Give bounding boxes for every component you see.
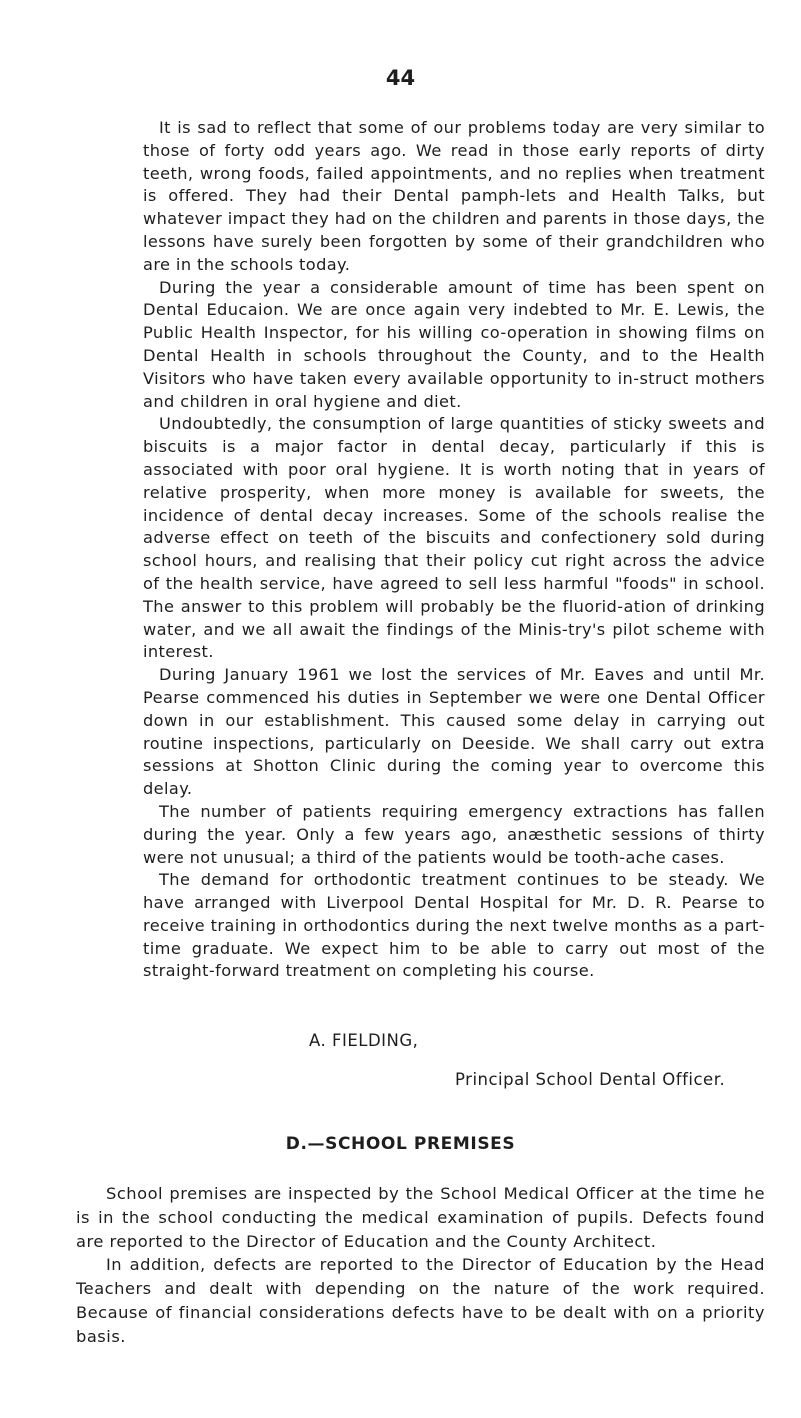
paragraph: During the year a considerable amount of time has been spent on Dental Educaion. We are once again very indebted to Mr. E. Lewis, the Public Health Inspector, for his willing co-operation in showing films on Dental Health in schools throughout the County, and to the Health Visitors who have taken every available opportunity to in-struct mothers and children in oral hygiene and diet.: [143, 277, 765, 411]
signature-name: A. FIELDING,: [309, 1031, 419, 1050]
signature-title: Principal School Dental Officer.: [455, 1070, 726, 1089]
paragraph: The number of patients requiring emergency extractions has fallen during the year. Only a few years ago, anæsthetic sessions of thirty were not unusual; a third of the patients would be tooth-ache cases.: [143, 801, 765, 867]
paragraph: During January 1961 we lost the services of Mr. Eaves and until Mr. Pearse commenced his duties in September we were one Dental Officer down in our establishment. This caused some delay in carrying out routine inspections, particularly on Deeside. We shall carry out extra sessions at Shotton Clinic during the coming year to overcome this delay.: [143, 665, 765, 799]
paragraph: School premises are inspected by the School Medical Officer at the time he is in the school conducting the medical examination of pupils. Defects found are reported to the Director of Education and the County Architect.: [76, 1184, 765, 1251]
paragraph: It is sad to reflect that some of our problems today are very similar to those of forty odd years ago. We read in those early reports of dirty teeth, wrong foods, failed appointments, and no replies when treatment is offered. They had their Dental pamph-lets and Health Talks, but whatever impact they had on the children and parents in those days, the lessons have surely been forgotten by some of their grandchildren who are in the schools today.: [143, 118, 765, 274]
section-heading: D.—SCHOOL PREMISES: [285, 1134, 516, 1154]
paragraph: The demand for orthodontic treatment continues to be steady. We have arranged with Liverpool Dental Hospital for Mr. D. R. Pearse to receive training in orthodontics during the next twelve months as a part-time graduate. We expect him to be able to carry out most of the straight-forward treatment on completing his course.: [143, 870, 765, 981]
paragraph: Undoubtedly, the consumption of large quantities of sticky sweets and biscuits is a major factor in dental decay, particularly if this is associated with poor oral hygiene. It is worth noting that in years of relative prosperity, when more money is available for sweets, the incidence of dental decay increases. Some of the schools realise the adverse effect on teeth of the biscuits and confectionery sold during school hours, and realising that their policy cut right across the advice of the health service, have agreed to sell less harmful "foods" in school. The answer to this problem will probably be the fluorid-ation of drinking water, and we all await the findings of the Minis-try's pilot scheme with interest.: [143, 414, 765, 662]
page-number: 44: [385, 66, 416, 90]
dental-report-text: [143, 117, 765, 983]
paragraph: In addition, defects are reported to the Director of Education by the Head Teachers and dealt with depending on the nature of the work required. Because of financial considerations defects have to be dealt with on a priority basis.: [76, 1255, 765, 1346]
school-premises-text: [76, 1182, 765, 1349]
